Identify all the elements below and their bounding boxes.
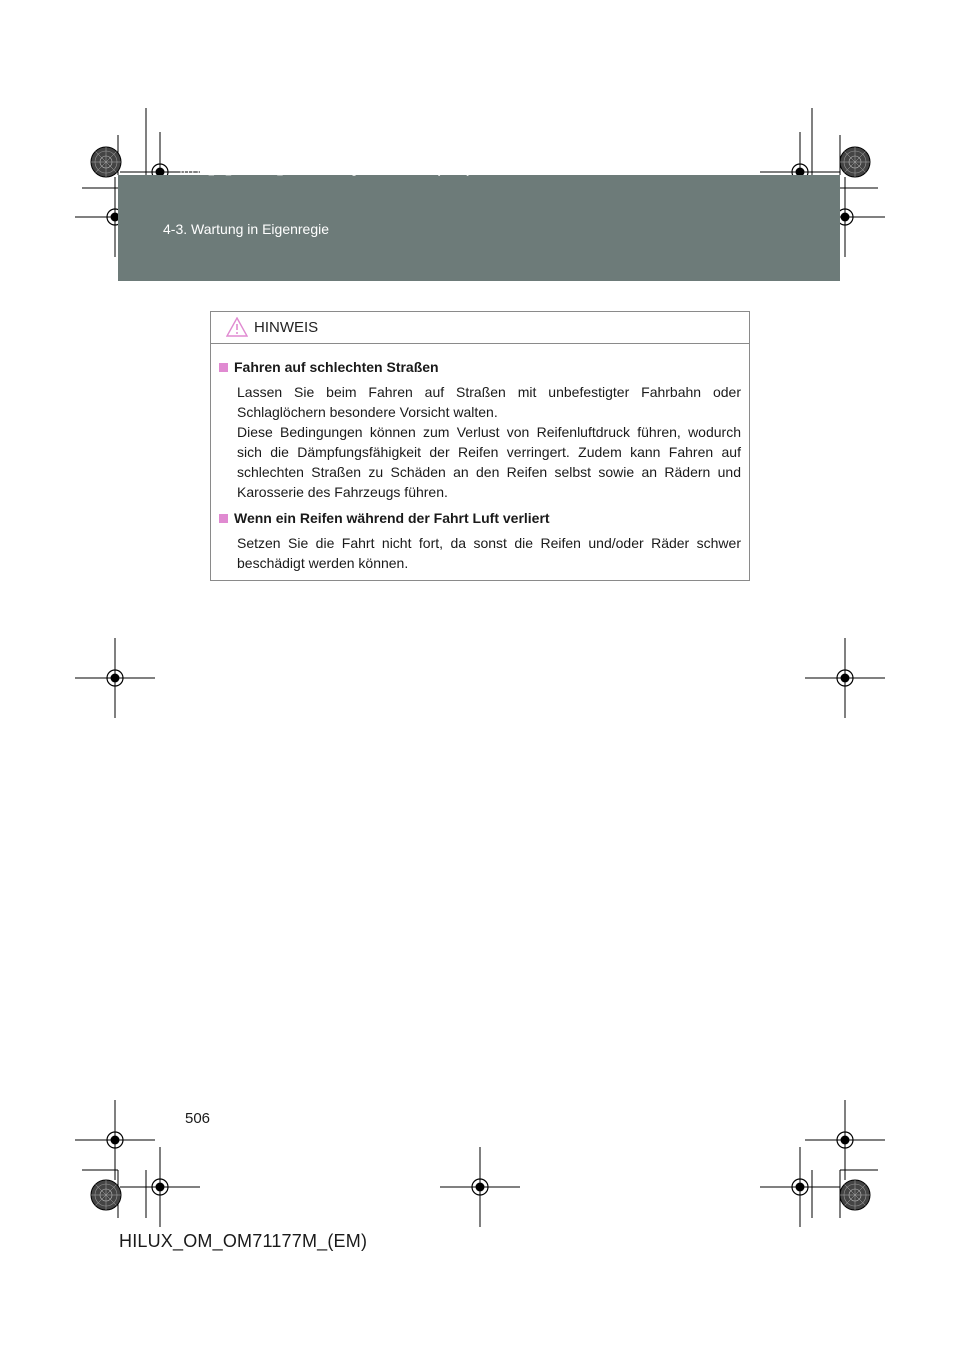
item-heading-text: Wenn ein Reifen während der Fahrt Luft verliert	[234, 510, 550, 526]
section-title: 4-3. Wartung in Eigenregie	[163, 221, 330, 237]
paragraph: Diese Bedingungen können zum Verlust von Reifenluftdruck führen, wodurch sich die Dämpfungsfähigkeit der Reifen verringert. Zudem kann Fahren auf schlechten Straßen zu Schäden an den Reifen selbst sowie an Rädern und Karosserie des Fahrzeugs führen.	[237, 424, 741, 500]
item-heading-text: Fahren auf schlechten Straßen	[234, 359, 439, 375]
notice-box	[210, 311, 750, 581]
warning-triangle-icon	[226, 317, 248, 337]
notice-item-heading	[219, 508, 741, 528]
paragraph: Setzen Sie die Fahrt nicht fort, da sonst die Reifen und/oder Räder schwer beschädigt werden können.	[237, 535, 741, 571]
notice-header	[211, 312, 749, 344]
notice-item-heading	[219, 357, 741, 377]
pink-square-bullet-icon	[219, 363, 228, 372]
file-stamp: HILUX_OM_OM71177M_(EM).book Page 506 Wednesday, May 16, 2012 1:28 PM	[180, 167, 569, 177]
document-code: HILUX_OM_OM71177M_(EM)	[119, 1231, 368, 1251]
paragraph: Lassen Sie beim Fahren auf Straßen mit unbefestigter Fahrbahn oder Schlaglöchern besondere Vorsicht walten.	[237, 384, 741, 420]
notice-body	[211, 344, 749, 573]
notice-item-text	[237, 533, 741, 573]
notice-title: HINWEIS	[254, 319, 319, 336]
pink-square-bullet-icon	[219, 514, 228, 523]
notice-item-text	[237, 382, 741, 502]
page-number: 506	[185, 1110, 211, 1127]
